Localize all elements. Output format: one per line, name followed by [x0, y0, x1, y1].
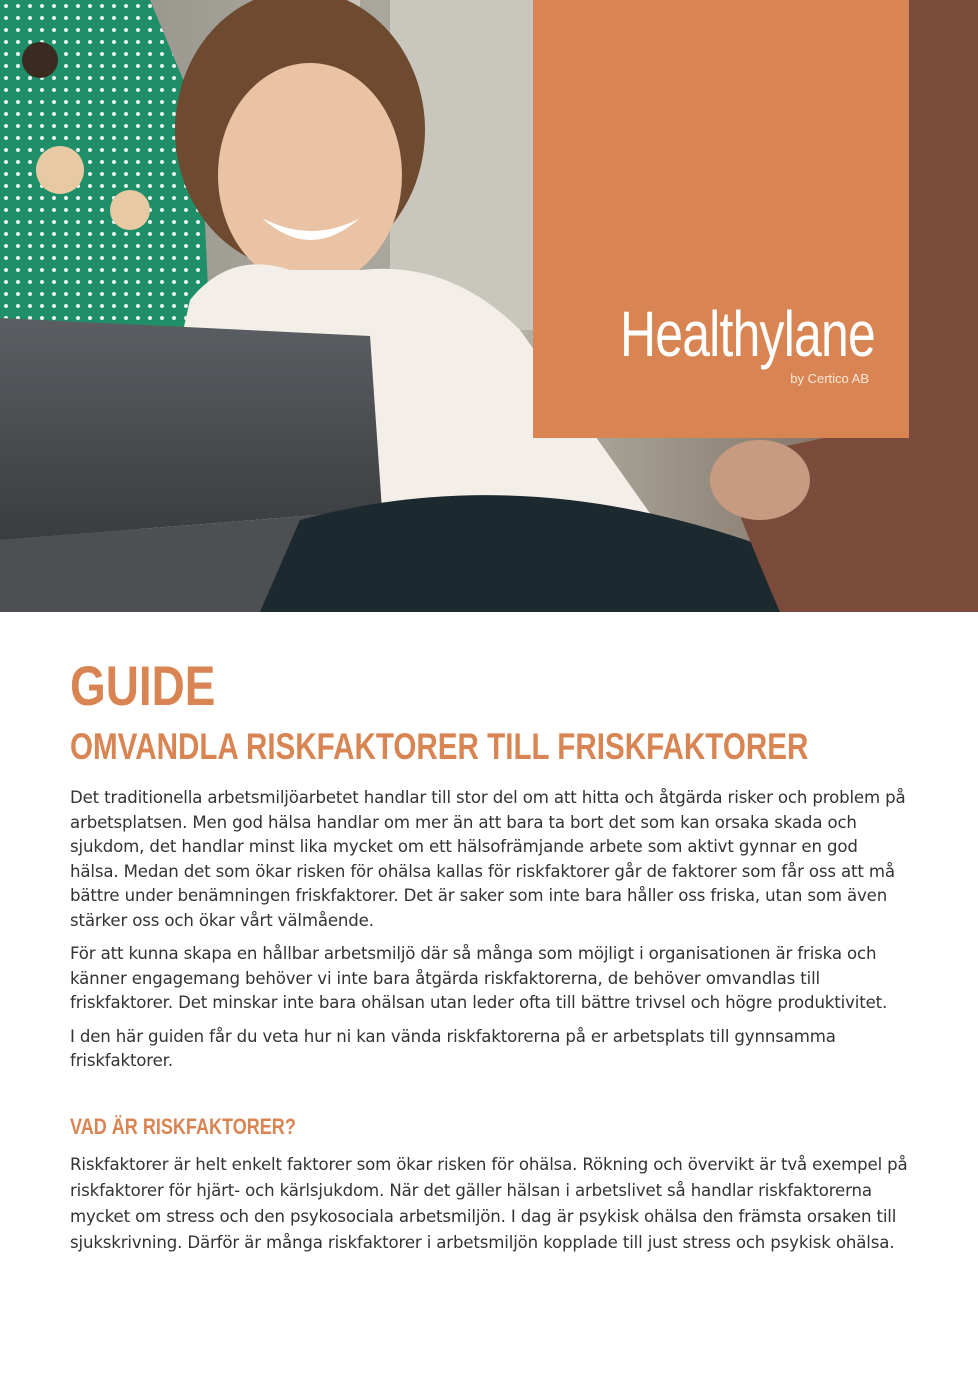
- intro-paragraph-1: Det traditionella arbetsmiljöarbetet handlar till stor del om att hitta och åtgärda risker och problem på arbetsplatsen. Men god hälsa handlar om mer än att bara ta bort det som kan orsaka skada och sjukdom, det handlar minst lika mycket om ett hälsofrämjande arbete som aktivt gynnar en god hälsa. Medan det som ökar risken för ohälsa kallas för riskfaktorer går de faktorer som får oss att må bättre under benämningen friskfaktorer. Det är saker som inte bara håller oss friska, utan som även stärker oss och ökar vårt välmående.: [70, 788, 906, 930]
- intro-paragraph-2: För att kunna skapa en hållbar arbetsmiljö där så många som möjligt i organisationen är friska och känner engagemang behöver vi inte bara åtgärda riskfaktorerna, de behöver omvandlas till friskfaktorer. Det minskar inte bara ohälsan utan leder ofta till bättre trivsel och högre produktivitet.: [70, 944, 888, 1012]
- document-title: GUIDE: [70, 654, 216, 717]
- brand-logo-name: Healthylane: [619, 298, 875, 370]
- brand-byline: by Certico AB: [790, 371, 869, 386]
- section-paragraph: Riskfaktorer är helt enkelt faktorer som ökar risken för ohälsa. Rökning och övervikt är två exempel på riskfaktorer för hjärt- och kärlsjukdom. När det gäller hälsan i arbetslivet så handlar riskfaktorerna mycket om stress och den psykosociala arbetsmiljön. I dag är psykisk ohälsa den främsta orsaken till sjukskrivning. Därför är många riskfaktorer i arbetsmiljön kopplade till just stress och psykisk ohälsa.: [70, 1154, 908, 1252]
- document-subtitle: OMVANDLA RISKFAKTORER TILL FRISKFAKTORER: [70, 726, 809, 767]
- brand-box: [533, 0, 909, 438]
- section-heading: VAD ÄR RISKFAKTORER?: [70, 1113, 296, 1139]
- hero-photo: [0, 0, 978, 612]
- document-body: [70, 650, 910, 1265]
- intro-paragraph-3: I den här guiden får du veta hur ni kan vända riskfaktorerna på er arbetsplats till gynnsamma friskfaktorer.: [70, 1026, 836, 1070]
